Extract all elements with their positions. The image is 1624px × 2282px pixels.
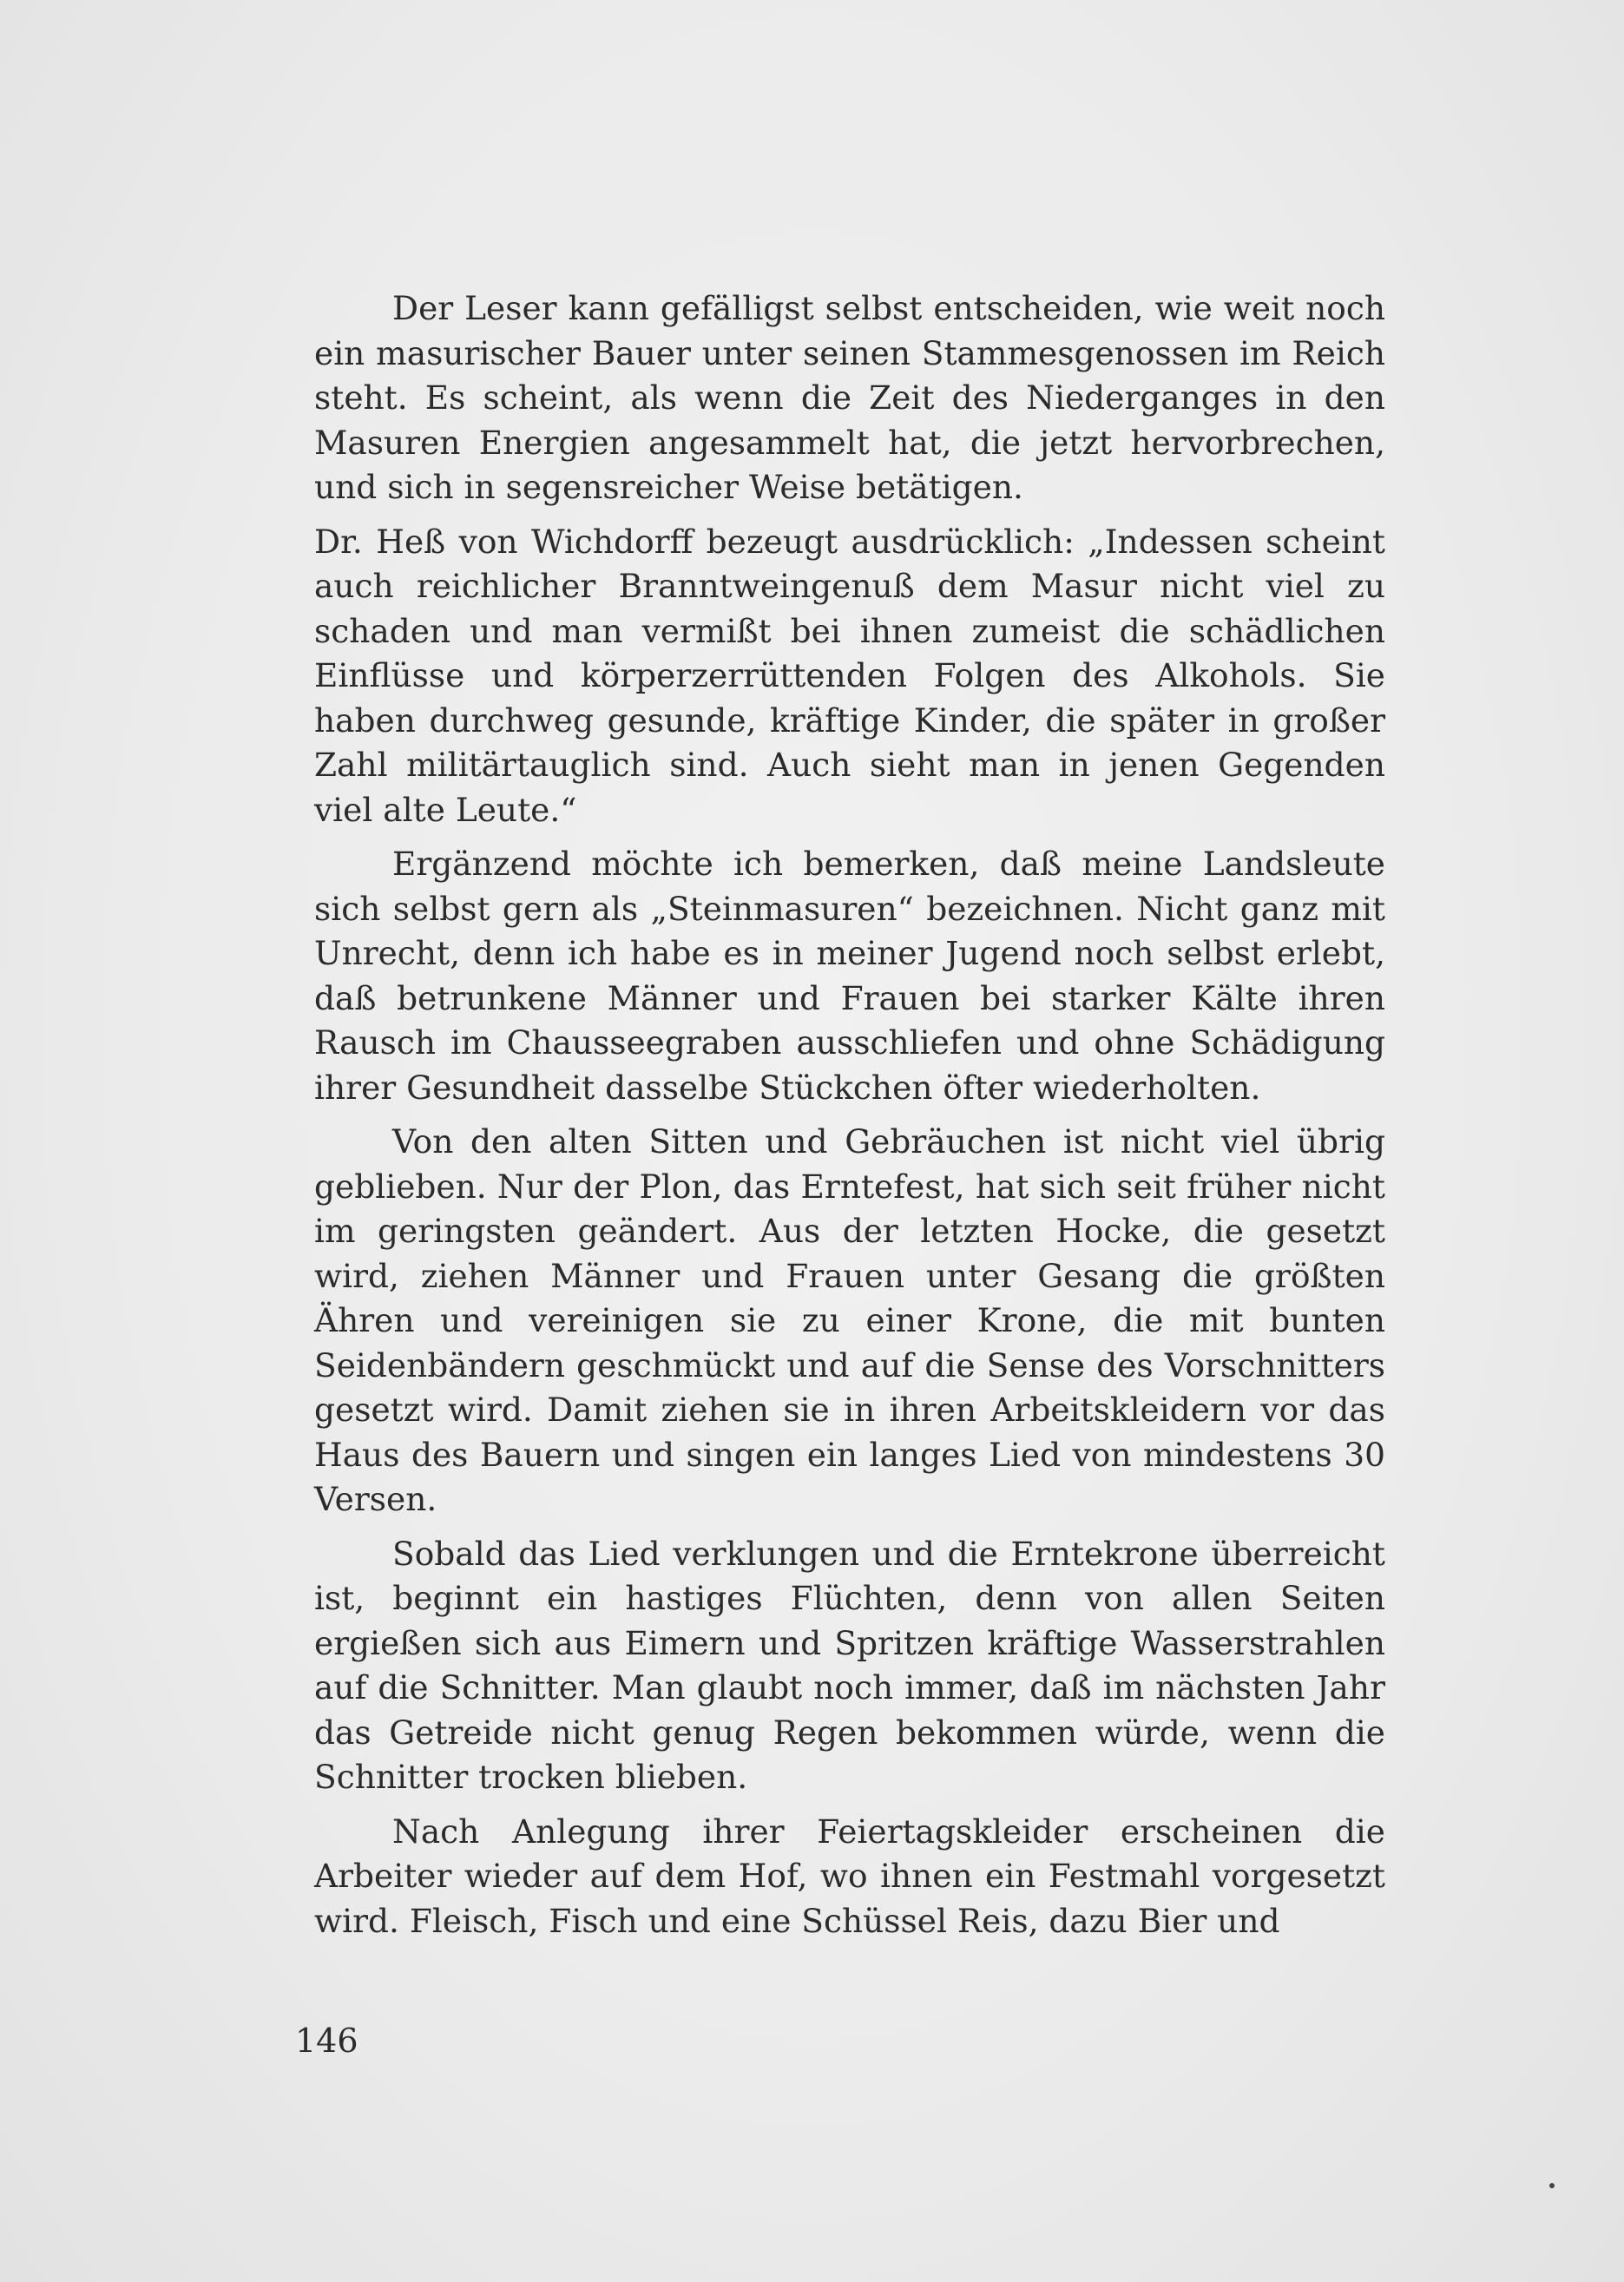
paragraph-1: Der Leser kann gefälligst selbst entscheiden, wie weit noch ein masurischer Bauer unter seinen Stammesgenossen im Reich steht. Es scheint, als wenn die Zeit des Niederganges in den Masuren Energien angesammelt hat, die jetzt hervorbrechen, und sich in segensreicher Weise betätigen.	[314, 289, 1385, 506]
paragraph-6: Nach Anlegung ihrer Feiertagskleider erscheinen die Arbeiter wieder auf dem Hof, wo ihnen ein Festmahl vorgesetzt wird. Fleisch, Fisch und eine Schüssel Reis, dazu Bier und	[314, 1812, 1385, 1940]
paragraph-5: Sobald das Lied verklungen und die Erntekrone überreicht ist, beginnt ein hastiges Flüchten, denn von allen Seiten ergießen sich aus Eimern und Spritzen kräftige Wasserstrahlen auf die Schnitter. Man glaubt noch immer, daß im nächsten Jahr das Getreide nicht genug Regen bekommen würde, wenn die Schnitter trocken blieben.	[314, 1534, 1385, 1796]
paragraph-2: Dr. Heß von Wichdorff bezeugt ausdrücklich: „Indessen scheint auch reichlicher Branntweingenuß dem Masur nicht viel zu schaden und man vermißt bei ihnen zumeist die schädlichen Einflüsse und körperzerrüttenden Folgen des Alkohols. Sie haben durchweg gesunde, kräftige Kinder, die später in großer Zahl militärtauglich sind. Auch sieht man in jenen Gegenden viel alte Leute.“	[314, 522, 1385, 829]
paragraph-4: Von den alten Sitten und Gebräuchen ist nicht viel übrig geblieben. Nur der Plon, das Erntefest, hat sich seit früher nicht im geringsten geändert. Aus der letzten Hocke, die gesetzt wird, ziehen Männer und Frauen unter Gesang die größten Ähren und vereinigen sie zu einer Krone, die mit bunten Seidenbändern geschmückt und auf die Sense des Vorschnitters gesetzt wird. Damit ziehen sie in ihren Arbeitskleidern vor das Haus des Bauern und singen ein langes Lied von mindestens 30 Versen.	[314, 1122, 1385, 1518]
paragraph-3: Ergänzend möchte ich bemerken, daß meine Landsleute sich selbst gern als „Steinmasuren“ bezeichnen. Nicht ganz mit Unrecht, denn ich habe es in meiner Jugend noch selbst erlebt, daß betrunkene Männer und Frauen bei starker Kälte ihren Rausch im Chausseegraben ausschliefen und ohne Schädigung ihrer Gesundheit dasselbe Stückchen öfter wiederholten.	[314, 845, 1385, 1107]
paper-speck	[1549, 2183, 1555, 2188]
body-text	[314, 286, 1385, 1943]
page-number: 146	[295, 2022, 358, 2060]
